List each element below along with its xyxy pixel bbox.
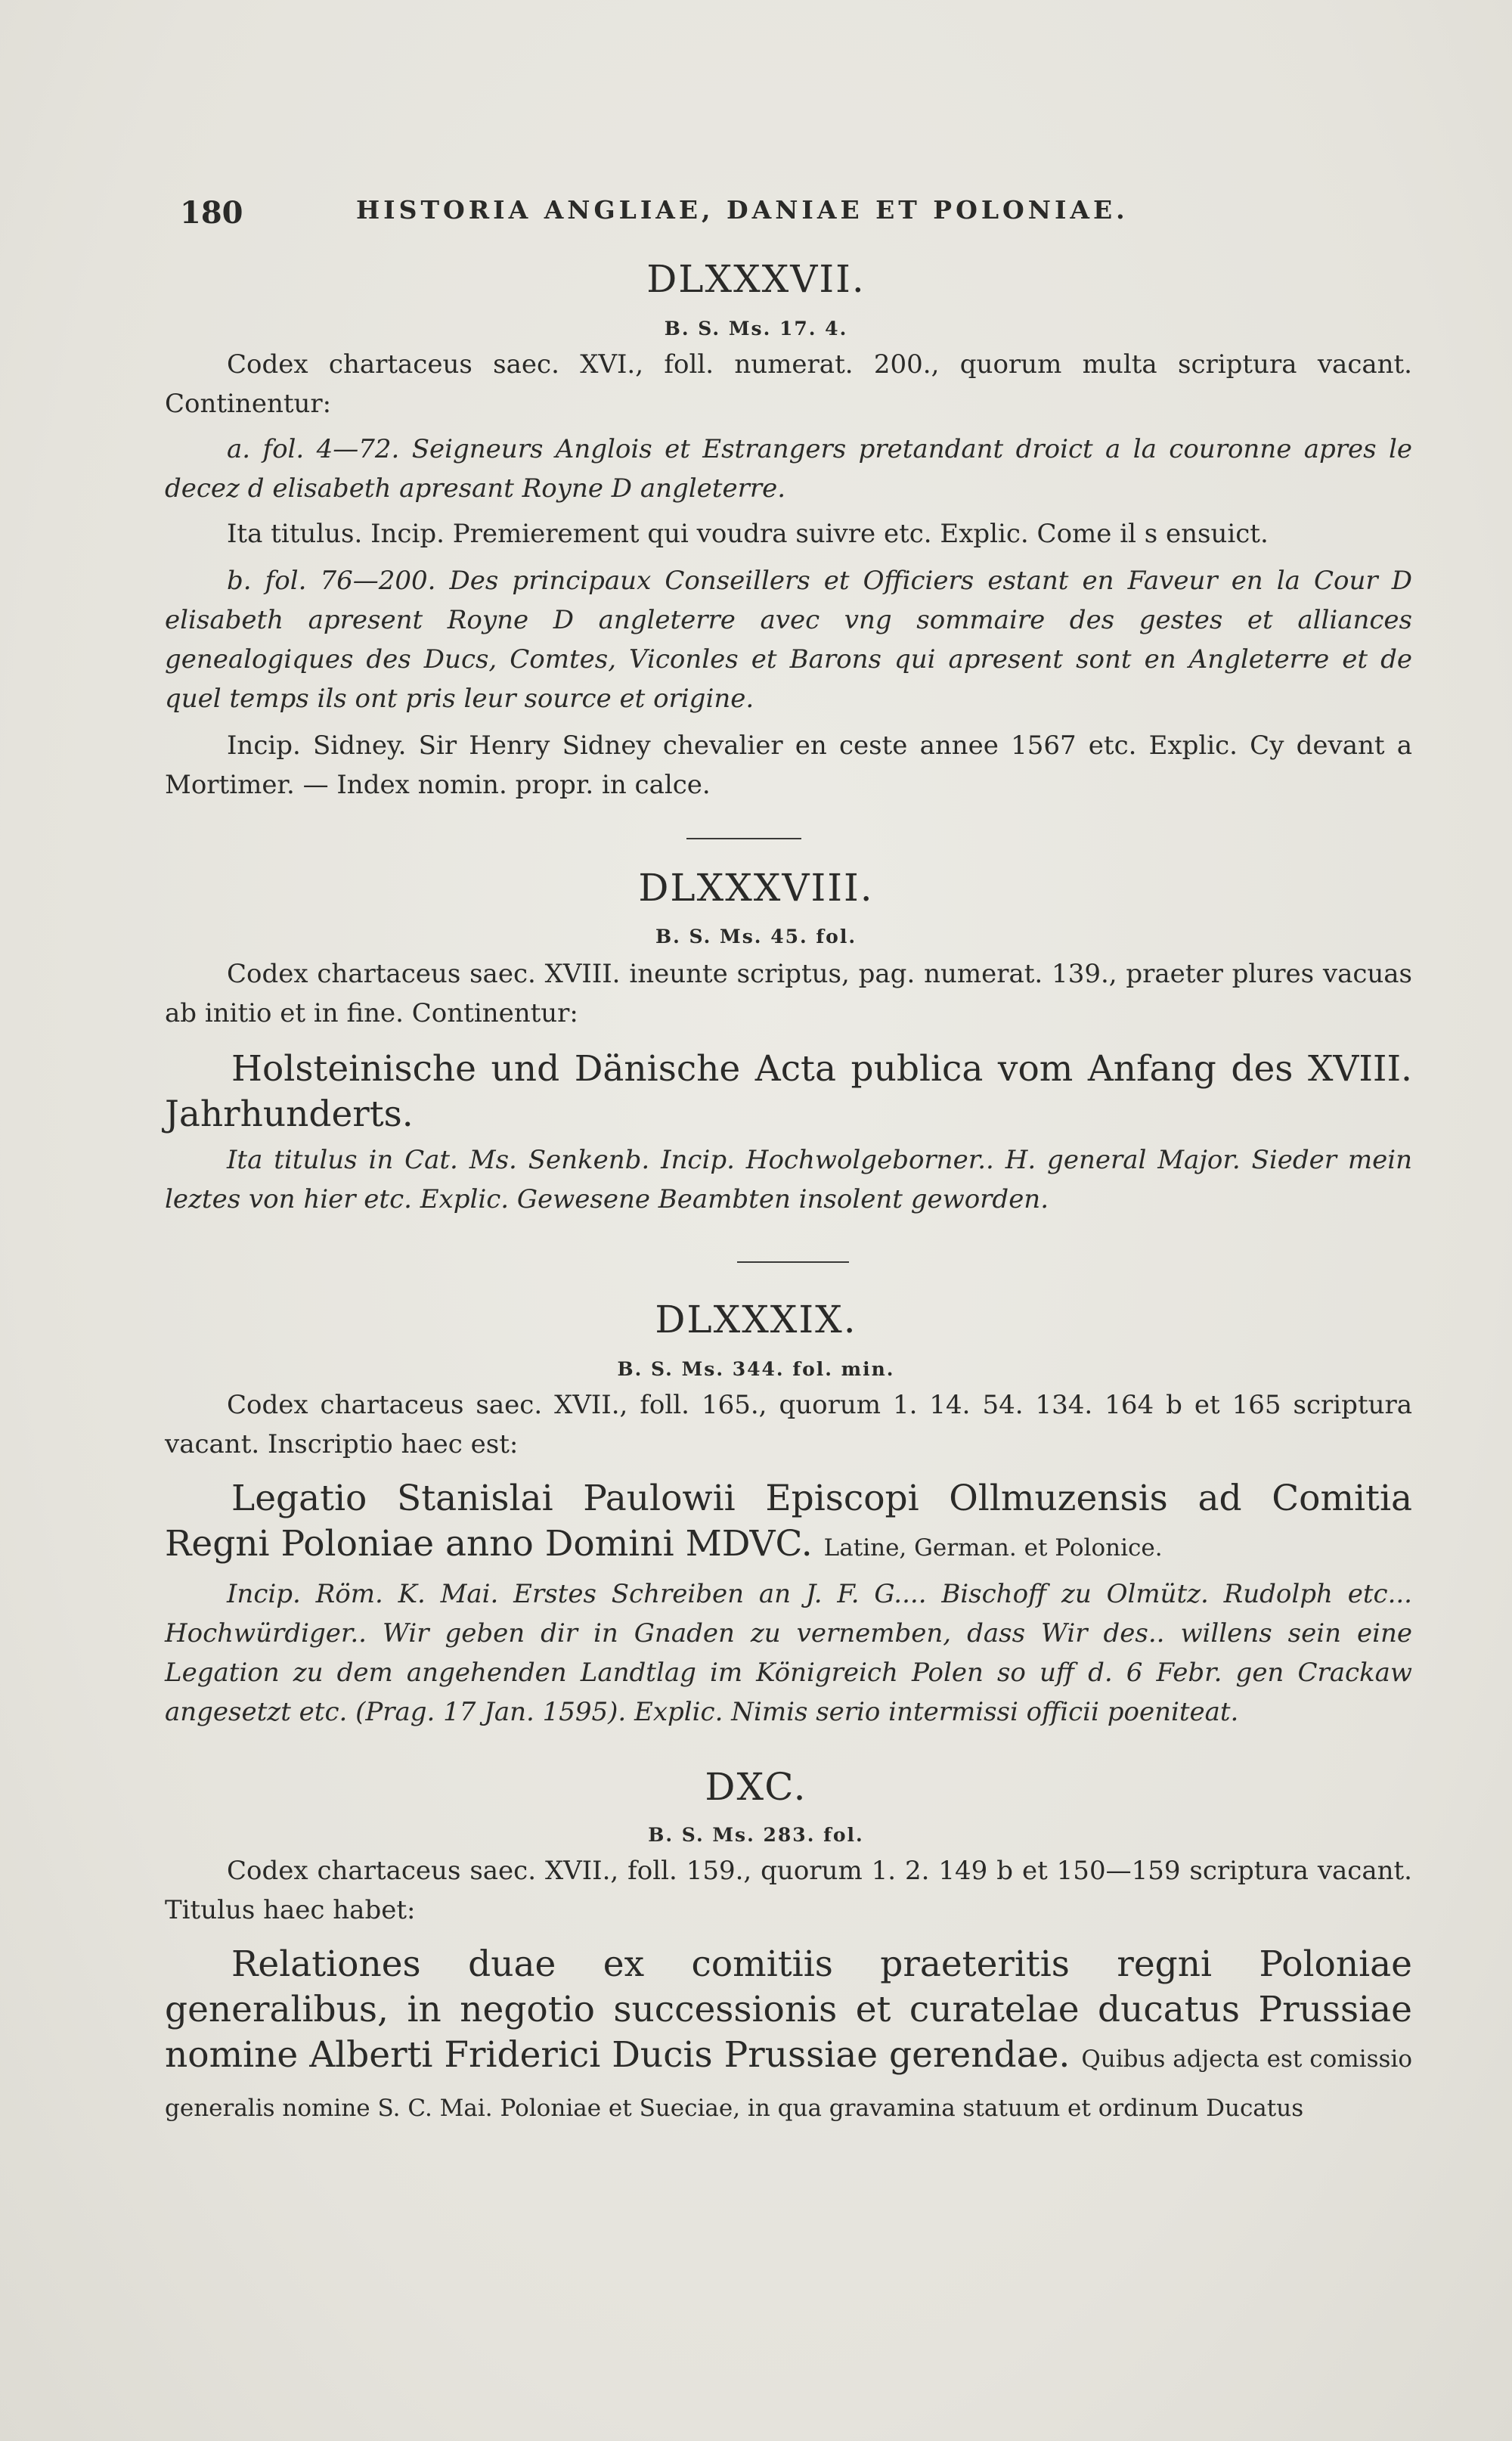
codex-description: Codex chartaceus saec. XVIII. ineunte scriptus, pag. numerat. 139., praeter plures vacuas ab initio et in fine. Continentur: — [165, 959, 1412, 1028]
content-item: a. fol. 4—72. Seigneurs Anglois et Estrangers pretandant droict a la couronne apres le decez d elisabeth apresant Royne D angleterre. — [165, 434, 1412, 504]
entry-number: DLXXXVII. — [646, 257, 866, 301]
incipit-note: Incip. Sidney. Sir Henry Sidney chevalier en ceste annee 1567 etc. Explic. Cy devant a Mortimer. — Index nomin. propr. in calce. — [165, 730, 1412, 800]
entry-number: DLXXXIX. — [655, 1298, 857, 1341]
codex-description: Codex chartaceus saec. XVII., foll. 165., quorum 1. 14. 54. 134. 164 b et 165 scriptura vacant. Inscriptio haec est: — [165, 1390, 1412, 1459]
entry-number: DLXXXVIII. — [638, 866, 874, 910]
codex-description: Codex chartaceus saec. XVII., foll. 159., quorum 1. 2. 149 b et 150—159 scriptura vacant. Titulus haec habet: — [165, 1856, 1412, 1925]
manuscript-title-text: Relationes duae ex comitiis praeteritis regni Poloniae generalibus, in negotio successionis et curatelae ducatus Prussiae nomine Alberti Friderici Ducis Prussiae gerendae. — [165, 1943, 1412, 2076]
section-divider — [686, 838, 801, 839]
codex-description: Codex chartaceus saec. XVI., foll. numerat. 200., quorum multa scriptura vacant. Continentur: — [165, 349, 1412, 419]
manuscript-title: Holsteinische und Dänische Acta publica vom Anfang des XVIII. Jahrhunderts. — [165, 1048, 1412, 1135]
running-title: HISTORIA ANGLIAE, DANIAE ET POLONIAE. — [356, 195, 1129, 225]
page-number: 180 — [180, 195, 243, 231]
entry-number: DXC. — [705, 1765, 807, 1809]
manuscript-title — [165, 1476, 1412, 1571]
manuscript-title-suffix: Latine, German. et Polonice. — [823, 1534, 1163, 1562]
manuscript-title-text: Legatio Stanislai Paulowii Episcopi Ollmuzensis ad Comitia Regni Poloniae anno Domini MDVC. — [165, 1478, 1412, 1565]
content-item: b. fol. 76—200. Des principaux Conseillers et Officiers estant en Faveur en la Cour D elisabeth apresent Royne D angleterre avec vng sommaire des gestes et alliances genealogiques des Ducs, Comtes, Viconles et Barons qui apresent sont en Angleterre et de quel temps ils ont pris leur source et origine. — [165, 566, 1412, 714]
incipit-note: Incip. Röm. K. Mai. Erstes Schreiben an J. F. G.... Bischoff zu Olmütz. Rudolph etc... Hochwürdiger.. Wir geben dir in Gnaden zu vernemben, dass Wir des.. willens sein eine Legation zu dem angehenden Landtlag im Königreich Polen so uff d. 6 Febr. gen Crackaw angesetzt etc. (Prag. 17 Jan. 1595). Explic. Nimis serio intermissi officii poeniteat. — [165, 1579, 1412, 1727]
shelfmark: B. S. Ms. 17. 4. — [664, 318, 848, 340]
shelfmark: B. S. Ms. 45. fol. — [655, 926, 857, 948]
shelfmark: B. S. Ms. 283. fol. — [648, 1824, 864, 1846]
incipit-note: Ita titulus in Cat. Ms. Senkenb. Incip. Hochwolgeborner.. H. general Major. Sieder mein leztes von hier etc. Explic. Gewesene Beambten insolent geworden. — [165, 1145, 1412, 1214]
manuscript-title-suffix: Quibus adjecta est comissio generalis nomine S. C. Mai. Poloniae et Sueciae, in qua gravamina statuum et ordinum Ducatus — [165, 2046, 1412, 2122]
shelfmark: B. S. Ms. 344. fol. min. — [617, 1358, 895, 1380]
incipit-note: Ita titulus. Incip. Premierement qui voudra suivre etc. Explic. Come il s ensuict. — [227, 519, 1269, 549]
section-divider — [737, 1261, 849, 1263]
manuscript-title — [165, 1942, 1412, 2131]
